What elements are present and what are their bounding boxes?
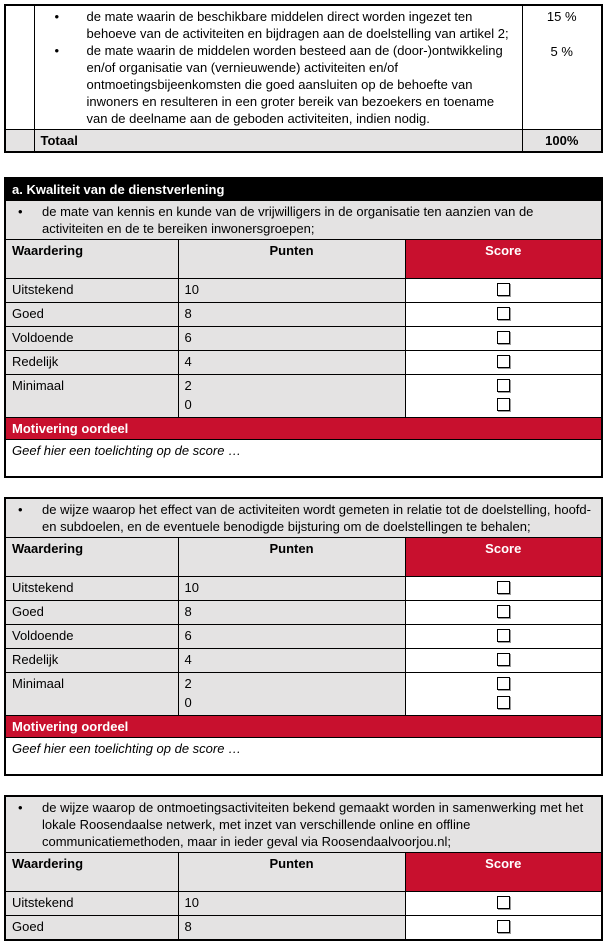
criterion-row bbox=[5, 201, 602, 240]
motivation-header-row bbox=[5, 418, 602, 440]
score-cell bbox=[405, 916, 602, 941]
motivation-placeholder[interactable]: Geef hier een toelichting op de score … bbox=[5, 440, 602, 478]
rating-label: Goed bbox=[5, 916, 178, 941]
criterion-text: de mate waarin de middelen worden besteed aan de (door-)ontwikkeling en/of organisatie van (vernieuwende) activiteiten en/of ontmoetingsbijeenkomsten die goed aansluiten op de behoefte van inwoners en resulteren in een groter bereik van bezoekers en toename van de deelname aan de geboden activiteiten, indien nodig. bbox=[86, 43, 503, 126]
criteria-bullets-cell bbox=[34, 5, 522, 130]
score-table-2 bbox=[4, 497, 603, 776]
empty-cell bbox=[5, 5, 34, 130]
checkbox-icon[interactable] bbox=[497, 605, 510, 618]
table-row bbox=[5, 5, 602, 130]
table-row bbox=[5, 601, 602, 625]
score-table-3 bbox=[4, 795, 603, 941]
points-value: 10 bbox=[178, 892, 405, 916]
table-row bbox=[5, 279, 602, 303]
list-item bbox=[41, 8, 516, 42]
list-item bbox=[12, 203, 595, 237]
points-value-top: 2 bbox=[184, 378, 192, 393]
criterion-text: de wijze waarop het effect van de activiteiten wordt gemeten in relatie tot de doelstelling, hoofd- en subdoelen, en de eventuele benodigde bijsturing om de doelstellingen te behalen; bbox=[42, 502, 591, 534]
checkbox-icon[interactable] bbox=[497, 920, 510, 933]
table-row bbox=[5, 303, 602, 327]
table-row bbox=[5, 673, 602, 716]
empty-cell bbox=[5, 130, 34, 153]
rating-label: Goed bbox=[5, 601, 178, 625]
checkbox-icon[interactable] bbox=[497, 696, 510, 709]
table-row bbox=[5, 351, 602, 375]
points-value bbox=[178, 673, 405, 716]
score-cell bbox=[405, 649, 602, 673]
bullet-icon: • bbox=[18, 204, 23, 219]
rating-label: Goed bbox=[5, 303, 178, 327]
checkbox-icon[interactable] bbox=[497, 283, 510, 296]
points-value-bottom: 0 bbox=[184, 695, 192, 710]
spacer bbox=[4, 153, 603, 177]
spacer bbox=[4, 776, 603, 795]
rating-label: Voldoende bbox=[5, 625, 178, 649]
table-row bbox=[5, 916, 602, 941]
points-value-bottom: 0 bbox=[184, 397, 192, 412]
table-row bbox=[5, 375, 602, 418]
rating-label: Minimaal bbox=[5, 375, 178, 418]
list-item bbox=[12, 501, 595, 535]
criterion-text: de mate waarin de beschikbare middelen direct worden ingezet ten behoeve van de activiteiten en bijdragen aan de doelstelling van artikel 2; bbox=[86, 9, 509, 41]
score-cell bbox=[405, 625, 602, 649]
rating-label: Uitstekend bbox=[5, 892, 178, 916]
score-cell bbox=[405, 303, 602, 327]
bullet-icon: • bbox=[18, 800, 23, 815]
checkbox-icon[interactable] bbox=[497, 379, 510, 392]
points-column-header: Punten bbox=[178, 538, 405, 577]
criterion-row bbox=[5, 796, 602, 853]
weights-table bbox=[4, 4, 603, 153]
table-row bbox=[5, 327, 602, 351]
column-header-row bbox=[5, 853, 602, 892]
checkbox-icon[interactable] bbox=[497, 331, 510, 344]
criterion-cell bbox=[5, 796, 602, 853]
table-row bbox=[5, 649, 602, 673]
score-table-1 bbox=[4, 177, 603, 478]
motivation-placeholder[interactable]: Geef hier een toelichting op de score … bbox=[5, 738, 602, 776]
table-row bbox=[5, 892, 602, 916]
column-header-row bbox=[5, 240, 602, 279]
criterion-row bbox=[5, 498, 602, 538]
checkbox-icon[interactable] bbox=[497, 653, 510, 666]
checkbox-icon[interactable] bbox=[497, 355, 510, 368]
rating-label: Uitstekend bbox=[5, 577, 178, 601]
points-column-header: Punten bbox=[178, 853, 405, 892]
points-column-header: Punten bbox=[178, 240, 405, 279]
criterion-cell bbox=[5, 498, 602, 538]
motivation-header: Motivering oordeel bbox=[5, 716, 602, 738]
score-cell bbox=[405, 375, 602, 418]
score-column-header: Score bbox=[405, 538, 602, 577]
bullet-icon: • bbox=[54, 43, 60, 58]
section-title: a. Kwaliteit van de dienstverlening bbox=[5, 178, 602, 201]
column-header-row bbox=[5, 538, 602, 577]
points-value: 8 bbox=[178, 916, 405, 941]
points-value: 4 bbox=[178, 649, 405, 673]
points-value-top: 2 bbox=[184, 676, 192, 691]
section-header-row bbox=[5, 178, 602, 201]
score-column-header: Score bbox=[405, 853, 602, 892]
points-value: 6 bbox=[178, 327, 405, 351]
rating-column-header: Waardering bbox=[5, 538, 178, 577]
points-value bbox=[178, 375, 405, 418]
weight-value: 5 % bbox=[550, 44, 573, 59]
score-cell bbox=[405, 577, 602, 601]
points-value: 6 bbox=[178, 625, 405, 649]
score-cell bbox=[405, 279, 602, 303]
points-value: 10 bbox=[178, 279, 405, 303]
list-item bbox=[12, 799, 595, 850]
weight-value: 15 % bbox=[546, 9, 577, 24]
rating-label: Voldoende bbox=[5, 327, 178, 351]
rating-column-header: Waardering bbox=[5, 240, 178, 279]
rating-column-header: Waardering bbox=[5, 853, 178, 892]
motivation-input-row bbox=[5, 738, 602, 776]
score-cell bbox=[405, 673, 602, 716]
spacer bbox=[4, 478, 603, 497]
table-row bbox=[5, 625, 602, 649]
criterion-text: de wijze waarop de ontmoetingsactiviteiten bekend gemaakt worden in samenwerking met het lokale Roosendaalse netwerk, met inzet van verschillende online en offline communicatiemethoden, maar in ieder geval via Roosendaalvoorjou.nl; bbox=[42, 800, 584, 849]
score-cell bbox=[405, 601, 602, 625]
rating-label: Redelijk bbox=[5, 649, 178, 673]
checkbox-icon[interactable] bbox=[497, 677, 510, 690]
checkbox-icon[interactable] bbox=[497, 398, 510, 411]
bullet-icon: • bbox=[54, 9, 60, 24]
points-value: 8 bbox=[178, 303, 405, 327]
score-cell bbox=[405, 892, 602, 916]
score-cell bbox=[405, 351, 602, 375]
table-row bbox=[5, 577, 602, 601]
criterion-text: de mate van kennis en kunde van de vrijwilligers in de organisatie ten aanzien van de activiteiten en de te bereiken inwonersgroepen; bbox=[42, 204, 534, 236]
rating-label: Redelijk bbox=[5, 351, 178, 375]
points-value: 10 bbox=[178, 577, 405, 601]
motivation-header: Motivering oordeel bbox=[5, 418, 602, 440]
motivation-input-row bbox=[5, 440, 602, 478]
criterion-cell bbox=[5, 201, 602, 240]
total-row bbox=[5, 130, 602, 153]
total-label: Totaal bbox=[34, 130, 522, 153]
points-value: 8 bbox=[178, 601, 405, 625]
bullet-icon: • bbox=[18, 502, 23, 517]
rating-label: Minimaal bbox=[5, 673, 178, 716]
points-value: 4 bbox=[178, 351, 405, 375]
motivation-header-row bbox=[5, 716, 602, 738]
checkbox-icon[interactable] bbox=[497, 581, 510, 594]
checkbox-icon[interactable] bbox=[497, 896, 510, 909]
rating-label: Uitstekend bbox=[5, 279, 178, 303]
list-item bbox=[41, 42, 516, 127]
score-column-header: Score bbox=[405, 240, 602, 279]
total-value: 100% bbox=[522, 130, 602, 153]
weight-cell bbox=[522, 5, 602, 130]
score-cell bbox=[405, 327, 602, 351]
checkbox-icon[interactable] bbox=[497, 629, 510, 642]
checkbox-icon[interactable] bbox=[497, 307, 510, 320]
